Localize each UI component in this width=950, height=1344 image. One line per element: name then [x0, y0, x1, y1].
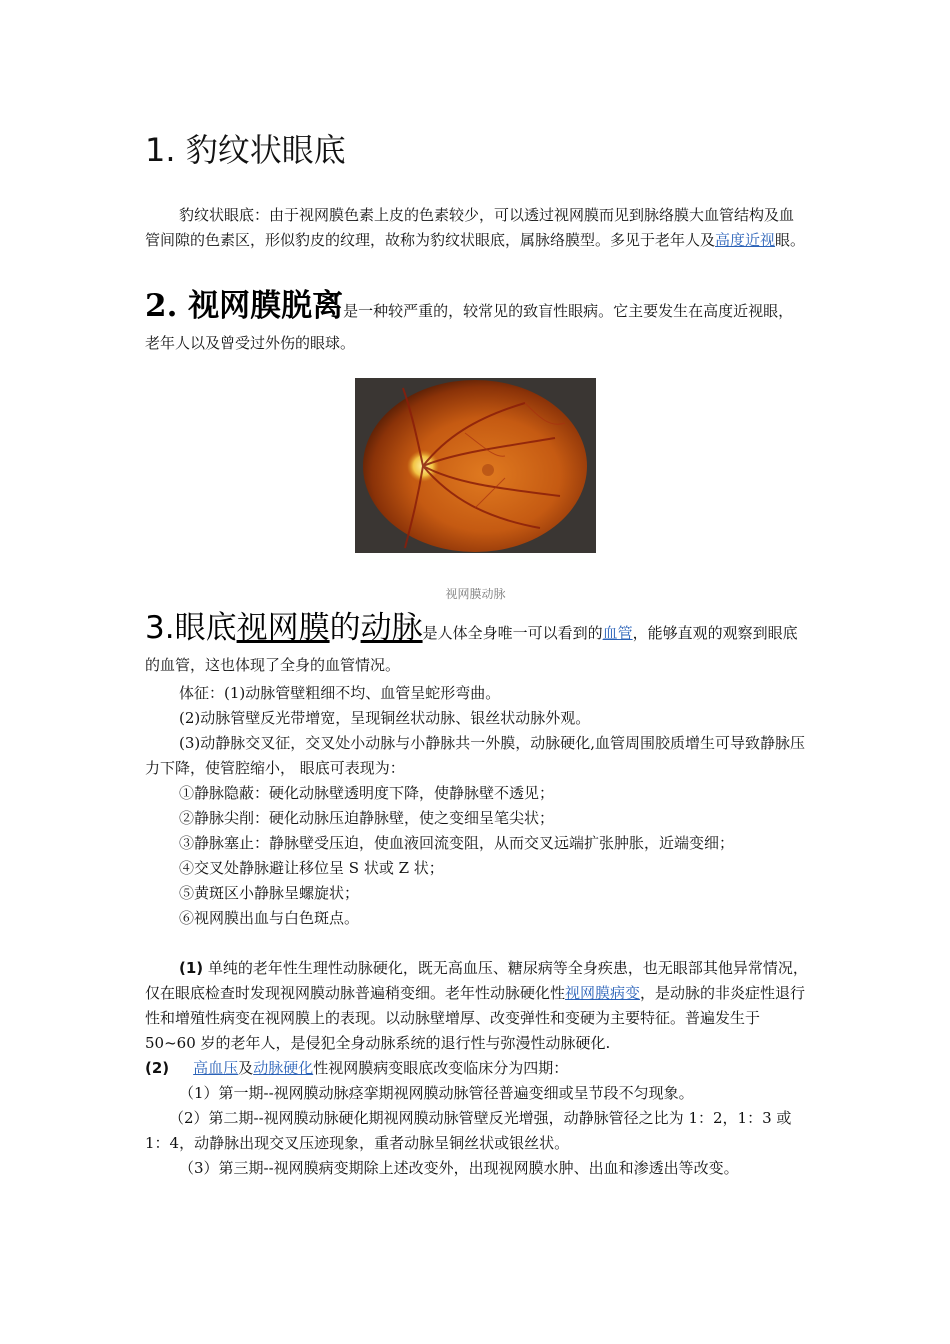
p2-text-mid: 及 [238, 1059, 254, 1077]
section2-paragraph [145, 290, 808, 359]
section3-intro [145, 612, 808, 681]
section2-title: 2. 视网膜脱离 [145, 288, 344, 324]
list-item: ③静脉塞止：静脉壁受压迫，使血液回流变阻，从而交叉远端扩张肿胀，近端变细； [179, 834, 735, 852]
link-high-myopia[interactable]: 高度近视 [715, 231, 776, 249]
link-arteriosclerosis[interactable]: 动脉硬化 [253, 1059, 314, 1077]
section1-text-a: 豹纹状眼底：由于视网膜色素上皮的色素较少，可以透过视网膜而见到脉络膜大血管结构及血管间隙的色素区，形似豹皮的纹理，故称为豹纹状眼底，属脉络膜型。多见于老年人及 [145, 206, 795, 249]
sign-1: 体征：(1)动脉管壁粗细不均、血管呈蛇形弯曲。 [179, 684, 501, 702]
section3-title-b: 的 [329, 610, 361, 646]
section2-text: 是一种较严重的，较常见的致盲性眼病。它主要发生在高度近视眼，老年人以及曾受过外伤的眼球。 [145, 302, 794, 352]
section1-text-b: 眼。 [775, 231, 806, 249]
p1-number: (1) [179, 959, 204, 977]
section1-paragraph [145, 203, 808, 253]
link-hypertension[interactable]: 高血压 [193, 1059, 239, 1077]
section3-title-a: 3.眼底 [145, 610, 237, 646]
stage-2: （2）第二期--视网膜动脉硬化期视网膜动脉管壁反光增强，动静脉管径之比为 1：2，1：3 或 1：4，动静脉出现交叉压迹现象，重者动脉呈铜丝状或银丝状。 [145, 1109, 792, 1152]
stage-3: （3）第三期--视网膜病变期除上述改变外，出现视网膜水肿、出血和渗透出等改变。 [179, 1159, 739, 1177]
paragraph-hypertension [145, 1056, 808, 1081]
link-blood-vessel[interactable]: 血管 [602, 624, 633, 642]
section3-text-a: 是人体全身唯一可以看到的 [422, 624, 603, 642]
link-artery[interactable]: 动脉 [360, 610, 423, 646]
section1-title: 1. 豹纹状眼底 [145, 131, 346, 169]
list-item: ④交叉处静脉避让移位呈 S 状或 Z 状； [179, 859, 444, 877]
link-retina[interactable]: 视网膜 [236, 610, 330, 646]
paragraph-senile-sclerosis [145, 956, 808, 1056]
p1-text-b: ，是动脉的非炎症性退行性和增殖性病变在视网膜上的表现。以动脉壁增厚、改变弹性和变硬为主要特征。普遍发生于 50~60 岁的老年人，是侵犯全身动脉系统的退行性与弥漫性动脉硬化. [145, 984, 806, 1052]
figure-caption: 视网膜动脉 [445, 587, 506, 601]
link-retinopathy[interactable]: 视网膜病变 [565, 984, 641, 1002]
list-item: ②静脉尖削：硬化动脉压迫静脉壁，使之变细呈笔尖状； [179, 809, 555, 827]
list-item: ⑥视网膜出血与白色斑点。 [179, 909, 360, 927]
fundus-photo [355, 378, 596, 553]
p1-text-a: 单纯的老年性生理性动脉硬化，既无高血压、糖尿病等全身疾患，也无眼部其他异常情况，仅在眼底检查时发现视网膜动脉普遍稍变细。老年性动脉硬化性 [145, 959, 808, 1002]
p2-number: (2) [145, 1059, 170, 1077]
retina-image [355, 378, 596, 553]
list-item: ①静脉隐蔽：硬化动脉壁透明度下降，使静脉壁不透见； [179, 784, 555, 802]
sign-3: (3)动静脉交叉征，交叉处小动脉与小静脉共一外膜，动脉硬化,血管周围胶质增生可导致静脉压力下降，使管腔缩小， 眼底可表现为： [145, 734, 806, 777]
list-item: ⑤黄斑区小静脉呈螺旋状； [179, 884, 360, 902]
stage-1: （1）第一期--视网膜动脉痉挛期视网膜动脉管径普遍变细或呈节段不匀现象。 [179, 1084, 694, 1102]
vein-sign-list [179, 781, 819, 931]
sign-2: (2)动脉管壁反光带增宽，呈现铜丝状动脉、银丝状动脉外观。 [179, 709, 591, 727]
p2-text-b: 性视网膜病变眼底改变临床分为四期： [313, 1059, 569, 1077]
section3-text-b: ，能够直观的观察到眼底的血管，这也体现了全身的血管情况。 [145, 624, 798, 674]
